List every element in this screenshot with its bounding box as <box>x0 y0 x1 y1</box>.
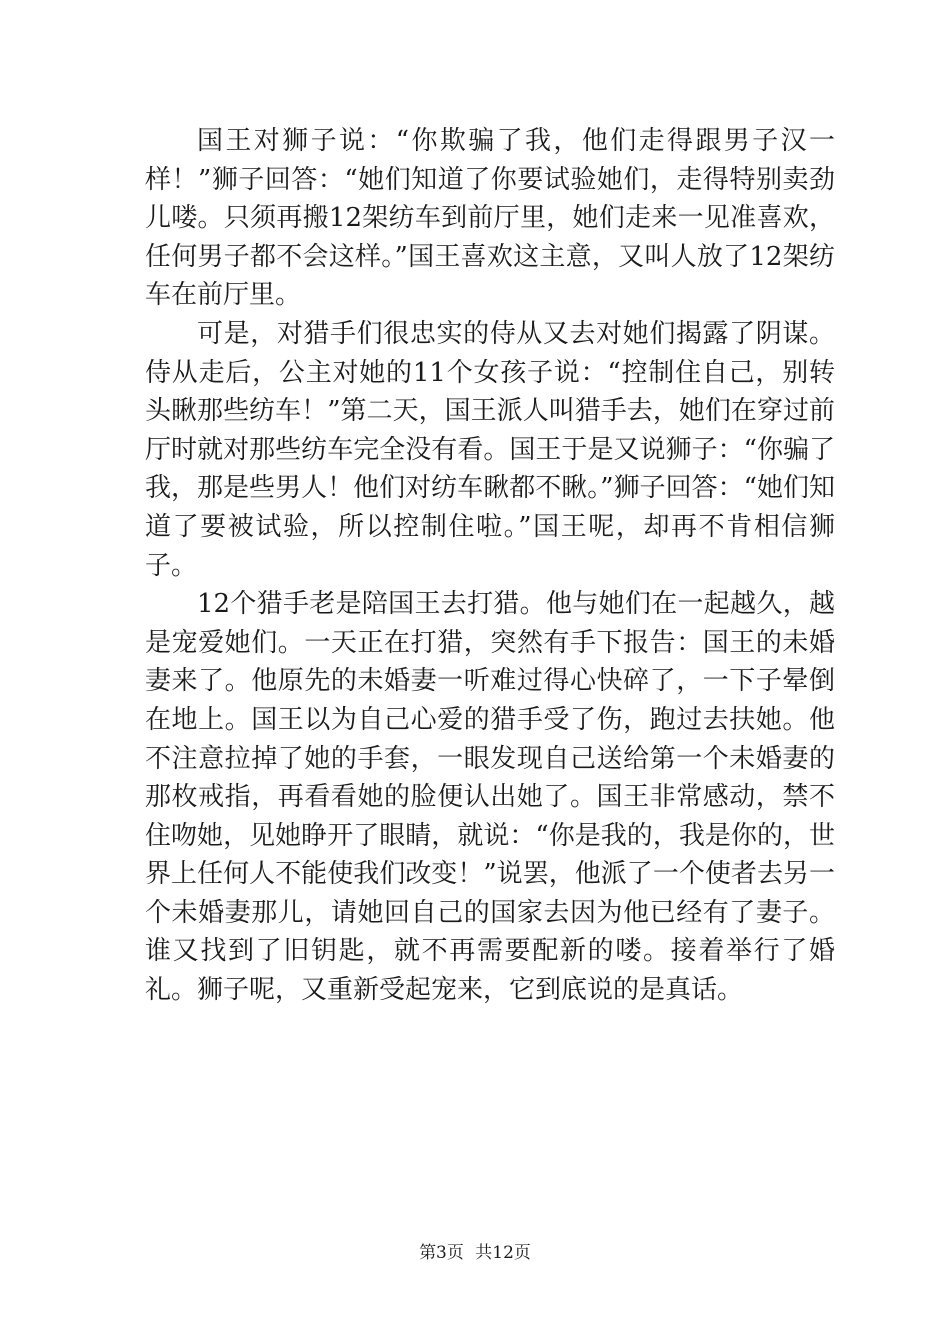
paragraph-2: 可是，对猎手们很忠实的侍从又去对她们揭露了阴谋。侍从走后，公主对她的11个女孩子说：“控制住自己，别转头瞅那些纺车！”第二天，国王派人叫猎手去，她们在穿过前厅时就对那些纺车完全没有看。国王于是又说狮子：“你骗了我，那是些男人！他们对纺车瞅都不瞅。”狮子回答：“她们知道了要被试验，所以控制住啦。”国王呢，却再不肯相信狮子。 <box>145 318 835 581</box>
body-text <box>145 122 835 1010</box>
paragraph-1: 国王对狮子说：“你欺骗了我，他们走得跟男子汉一样！”狮子回答：“她们知道了你要试验她们，走得特别卖劲儿喽。只须再搬12架纺车到前厅里，她们走来一见准喜欢，任何男子都不会这样。”国王喜欢这主意，又叫人放了12架纺车在前厅里。 <box>145 126 835 311</box>
paragraph-3: 12个猎手老是陪国王去打猎。他与她们在一起越久，越是宠爱她们。一天正在打猎，突然有手下报告：国王的未婚妻来了。他原先的未婚妻一听难过得心快碎了，一下子晕倒在地上。国王以为自己心爱的猎手受了伤，跑过去扶她。他不注意拉掉了她的手套，一眼发现自己送给第一个未婚妻的那枚戒指，再看看她的脸便认出她了。国王非常感动，禁不住吻她，见她睁开了眼睛，就说：“你是我的，我是你的，世界上任何人不能使我们改变！”说罢，他派了一个使者去另一个未婚妻那儿，请她回自己的国家去因为他已经有了妻子。谁又找到了旧钥匙，就不再需要配新的喽。接着举行了婚礼。狮子呢，又重新受起宠来，它到底说的是真话。 <box>145 589 835 1006</box>
page-number-footer: 第3页 共12页 <box>419 1243 531 1263</box>
